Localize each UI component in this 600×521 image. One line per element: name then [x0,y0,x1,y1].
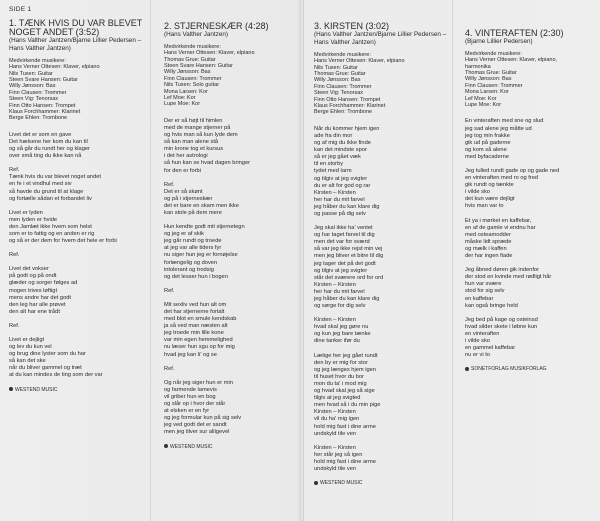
lyric-line: Lætige her jeg gået rundt [314,352,378,359]
musician-credit: Lef Moe: Kor [465,95,497,102]
musician-credit: Lef Moe: Kor [164,95,196,102]
lyric-line: hvad jeg kan li' og se [164,351,217,358]
song-column-4 [452,0,600,521]
lyric-line: kan det mindste spor [314,147,367,154]
verse [465,317,596,360]
lyric-line: jeg tager det på det godt [314,260,376,267]
publisher-name: WESTEND MUSIC [170,443,213,450]
verse [9,132,146,160]
publisher-credit [314,480,448,486]
lyric-line: kan stole på dem mere [164,209,222,216]
publisher-logo-icon [465,367,469,371]
lyric-line: en kaffebar [465,295,494,302]
lyric-line: vil du ha' mig igen [314,416,360,423]
publisher-name: SONETFORLAG MUSIKFORLAG [471,366,547,373]
verse [314,317,448,345]
lyric-line: forlængelig og doven [164,259,218,266]
lyric-line: den alt har ene trådt [9,308,60,315]
lyric-line: for den er forbi [164,167,201,174]
lyric-line: mens andre har det godt [9,294,71,301]
lyric-line: Og når jeg siger hun er min [164,379,233,386]
lyric-line: og af mig du ikke finde [314,140,371,147]
verse [314,353,448,438]
musician-credit: Finn Clausen: Trommer [465,82,523,89]
lyric-line: når du bliver gammel og træt [9,365,82,372]
lyrics [314,126,448,473]
lyric-line: med blot en smule kendskab [164,316,237,323]
lyric-line: gik ud på gaderne [465,139,511,146]
lyric-line: og lev du kun vel [9,344,52,351]
lyric-line: hold mig fast i dine arme [314,423,376,430]
lyric-line: Kirsten – Kirsten [314,317,356,324]
verse [9,167,146,202]
verse [9,210,146,245]
lyric-line: Ref. [9,252,20,259]
lyric-line: Det er så skønt [164,188,203,195]
lyric-line: mogen trives løftigt [9,287,58,294]
song-title: 4. VINTERAFTEN (2:30) [465,28,564,38]
musicians-heading: Medvirkende musikere: [9,58,66,64]
verse [314,445,448,473]
lyric-line: Jeg skal ikke ha' ventet [314,225,373,232]
lyric-line: men jeg tilver sur alligevel [164,429,230,436]
lyric-line: hvad skal jeg gøre nu [314,324,369,331]
musician-credit: Willy Jønsson: Bas [465,76,512,83]
lyric-line: en vinteraften med ro og fred [465,175,539,182]
song-title: 3. KIRSTEN (3:02) [314,21,390,31]
lyric-line: og mælk i kaffen [465,245,507,252]
musician-credit: Berge Ehlen: Trombone [9,115,68,122]
lyric-line: med osteamodder [465,231,511,238]
musician-credit: Willy Jønsson: Bas [314,77,361,84]
musician-credit: Mona Larsen: Kor [465,89,509,96]
lyric-line: og slår op i hvor der står [164,401,226,408]
lyric-line: min krone tog et kursus [164,146,224,153]
musician-credit: Nils Tuxen: Guitar [314,64,358,71]
musician-credit: Finn Clausen: Trommer [9,89,67,96]
verse [465,168,596,211]
musician-credit: Hans Verner Ottesen: Klaver, elpiano, [465,57,558,64]
lyric-line: den Jamlæt ikke hvem som helst [9,223,92,230]
lyric-line: ade fra din mor [314,132,353,139]
lyric-line: og brug dine lyster som du har [9,351,86,358]
lyric-line: hun var svære [465,281,502,288]
lyric-line: men det var for sværd [314,239,370,246]
lyric-line: og så går du rundt her og klager [9,146,90,153]
lyric-line: og har taget farvel til dig [314,232,375,239]
musician-credit: Klaus Forchhammer: Klarinet [9,109,81,116]
lyric-line: så havde du grund til at klage [9,188,84,195]
lyric-line: undskyld tile ven [314,430,357,437]
lyric-line: og hvad skal jeg så sige [314,388,375,395]
lyric-line: Kirsten – Kirsten [314,444,356,451]
lyric-line: en af de gamle vi endnu har [465,224,536,231]
lyric-line: og kun jeg bare tænke [314,331,371,338]
lyrics [164,118,296,437]
song-credit: (Hans Valther Jantzen/Bjarne Lillier Pedersen – Hans Valther Jantzen) [314,31,447,46]
lyric-line: gik rundt og tænkte [465,182,514,189]
lyric-line: det er bare en skam men ikke [164,202,239,209]
song-title: 2. STJERNESKÆR (4:28) [164,21,269,31]
lyric-line: nu læser hun sgu op for mig [164,344,235,351]
musician-credit: harmonika [465,63,491,70]
lyric-line: tydet med larm [314,168,352,175]
lyric-line: står det sværere ord for ord [314,274,384,281]
lyric-line: Tænk hvis du var blevet noget andet [9,174,102,181]
musician-credit: Nils Tuxen: Guitar [9,70,53,77]
musician-credit: Finn Clausen: Trommer [314,83,372,90]
verse [164,288,296,295]
lyric-line: Ref. [164,365,175,372]
lyric-line: Når du kommer hjem igen [314,125,380,132]
lyric-line: vil griber hun en bog [164,393,216,400]
lyric-line: og sørge for dig selv [314,303,366,310]
musician-credit: Thomas Grue: Guitar [314,71,366,78]
lyric-line: med byfacaderne [465,153,509,160]
musician-credit: Hans Verner Ottesen: Klaver, elpiano [164,50,255,57]
song-column-2 [150,0,300,521]
lyric-line: og jeg formular kun på sig selv [164,415,242,422]
lyric-line: at elsken er en fyr [164,408,210,415]
lyrics [465,118,596,359]
publisher-credit [465,366,596,372]
lyric-line: og fortælle sådan et forbandet liv [9,195,92,202]
lyric-line: hvis man var to [465,203,504,210]
lyric-line: her står jeg så igen [314,451,363,458]
lyric-line: på godt og på ondt [9,273,57,280]
lyrics [9,132,146,380]
lyric-line: til en storby [314,161,344,168]
lyric-line: du er alt for god og rar [314,182,371,189]
lyric-line: Et ya i mørket en kaffebar, [465,217,532,224]
song-credit: (Hans Valther Jantzen) [164,31,228,38]
musician-credit: Willy Jønsson: Bas [164,69,211,76]
lyric-line: så hun kan se hvad dagen bringer [164,160,251,167]
lyric-line: og hvis man så kun lyde dem [164,132,238,139]
verse [465,118,596,161]
verse [164,366,296,373]
lyric-line: i vilde sko [465,189,490,196]
lyric-line: intolerant og trodsig [164,266,214,273]
lyric-line: Mit sexliv ved hun alt om [164,301,227,308]
lyric-line: i det her astrologi [164,153,208,160]
musician-credit: Finn Clausen: Trommer [164,75,222,82]
lyric-line: at jeg var alle tiders fyr [164,245,222,252]
lyric-line: Der er så højt til himlen [164,117,223,124]
lyric-line: jeg sad alene jeg måtte ud [465,125,532,132]
musicians-heading: Medvirkende musikere: [465,51,522,57]
verse [9,323,146,330]
song-column-3 [303,0,452,521]
publisher-name: WESTEND MUSIC [15,386,58,393]
lyric-line: den leg har alle prøvet [9,301,66,308]
lyric-line: tilgiv at jeg svigted [314,395,361,402]
lyric-line: Kirsten – Kirsten [314,281,356,288]
lyric-line: Ref. [9,167,20,174]
lyric-line: Livet er dejligt [9,337,45,344]
publisher-logo-icon [314,481,318,485]
musician-credit: Hans Verner Ottesen: Klaver, elpiano [314,58,405,65]
musician-credit: Mona Larsen: Kor [164,88,208,95]
musicians-heading: Medvirkende musikere: [314,52,371,58]
verse [9,266,146,316]
musician-credit: Steen Svare Hansen: Guitar [9,77,78,84]
musician-credit: Steen Vig: Tenorsax [314,90,364,97]
musician-credit: Lupe Moe: Kor [164,101,201,108]
verse [164,380,296,437]
lyric-line: den by er mig for stor [314,359,368,366]
musician-credit: Nils Tuxen: Solo guitar [164,82,220,89]
lyric-line: måske lidt spræde [465,238,512,245]
musician-credit: Klaus Forchhammer: Klarinet [314,103,386,110]
musician-list [164,50,296,108]
lyric-line: var min egen hemmelighed [164,337,233,344]
verse [9,252,146,259]
lyric-line: og farmende lamevis [164,386,217,393]
lyric-line: og passe på dig selv [314,210,366,217]
lyric-line: ja så ved man næsten alt [164,323,228,330]
musician-credit: Thomas Grue: Guitar [465,70,517,77]
song-column-1 [0,0,150,521]
verse [465,218,596,261]
lyric-line: det har stjernerne fortalt [164,309,225,316]
musician-credit: Lupe Moe: Kor [465,102,502,109]
lyric-line: der stod en kvinde med rødligt hår [465,274,552,281]
lyric-line: undskyld tile ven [314,465,357,472]
lyric-line: Det hælsene her kom du kan til [9,138,88,145]
musician-credit: Finn Otto Hansen: Trompet [314,96,381,103]
lyric-line: hold mig fast i dine arme [314,458,376,465]
song-title: 1. TÆNK HVIS DU VAR BLEVET NOGET ANDET (3:52) [9,18,143,37]
lyric-line: men hvad så i du min pige [314,402,381,409]
musician-credit: Steen Svare Hansen: Guitar [164,63,233,70]
lyric-line: så er jeg gået væk [314,154,361,161]
musician-credit: Willy Jønsson: Bas [9,83,56,90]
lyric-line: Livet det er som en gave [9,131,72,138]
lyric-line: og jeg længes hjem igen [314,366,376,373]
lyric-line: glæder og sorger følges ad [9,280,78,287]
lyric-line: det kun være dejligt [465,196,515,203]
publisher-logo-icon [164,444,168,448]
lyric-line: stod for sig selv [465,288,505,295]
verse [465,267,596,310]
song-credit: (Hans Valther Jantzen/Bjarne Lillier Pedersen – Hans Valther Jantzen) [9,37,142,52]
lyric-line: til huset hvor du bor [314,373,364,380]
lyric-line: kan også bringe held [465,302,518,309]
lyric-line: nu er vi to [465,352,490,359]
lyric-line: Jeg bed på kage og osteinsd [465,316,538,323]
lyric-line: jeg ved godt det er sandt [164,422,227,429]
lyric-line: så kan man alene stå [164,139,219,146]
verse [164,182,296,217]
lyric-line: i vilde sko [465,337,490,344]
lyric-line: mon du ta' i mod mig [314,380,367,387]
lyric-line: og så er der dem for hvem det hele er forbi [9,238,117,245]
lyric-line: og jeg er af skik [164,231,204,238]
lyric-line: som er to fattig og en anden er rig [9,230,95,237]
publisher-logo-icon [9,387,13,391]
lyric-line: og tilgiv at jeg svigter [314,175,368,182]
lyric-line: her har du mit farvel [314,288,365,295]
musicians-heading: Medvirkende musikere: [164,44,221,50]
lyric-line: med de mange stjerner på [164,124,231,131]
lyric-line: Kirsten – Kirsten [314,189,356,196]
lyric-line: jeg går rundt og troede [164,238,222,245]
lyric-line: at du kan mindes de ting som der var [9,372,103,379]
lyric-line: så kan det ske [9,358,46,365]
publisher-credit [9,387,146,393]
lyric-line: jeg håber du kan klare dig [314,203,380,210]
lyric-line: og kom så alene [465,146,507,153]
musician-list [465,57,596,108]
song-credit: (Bjarne Lillier Pedersen) [465,38,533,45]
lyric-line: nu siger hun jeg er fornøjelse [164,252,238,259]
musician-credit: Steen Vig: Tenorsax [9,96,59,103]
publisher-name: WESTEND MUSIC [320,480,363,487]
lyric-line: En vinteraften med sne og slud [465,118,544,125]
lyric-line: men lyden er hvide [9,216,58,223]
lyric-line: en fe i et vindhul med siv [9,181,72,188]
lyric-line: jeg håber du kan klare dig [314,296,380,303]
musician-list [314,58,448,116]
musician-credit: Finn Otto Hansen: Trompet [9,102,76,109]
verse [164,224,296,281]
publisher-credit [164,444,296,450]
lyric-line: Jeg tulled rundt gade op og gade ned [465,168,560,175]
lyric-line: Livet er lyden [9,209,43,216]
verse [314,126,448,218]
lyric-line: her har du mit farvel [314,196,365,203]
lyric-line: der har ingen fiade [465,253,513,260]
lyric-line: dine tanker ifør du [314,338,360,345]
lyric-line: en gammel kaffebar [465,345,516,352]
verse [314,225,448,310]
lyric-line: Ref. [164,287,175,294]
lyric-line: over små ting du ikke kan nå [9,153,82,160]
musician-credit: Thomas Grue: Guitar [164,56,216,63]
lyric-line: Hun kendte godt mit stjernetegn [164,224,245,231]
lyric-line: Kirsten – Kirsten [314,409,356,416]
lyric-line: Ref. [164,181,175,188]
lyric-line: jeg tog min frakke [465,132,510,139]
lyric-line: og på i stjerneskær [164,195,213,202]
musician-credit: Hans Verner Ottesen: Klaver, elpiano [9,64,100,71]
lyric-line: Jeg åbned døren gik indenfor [465,267,539,274]
lyric-line: og tilgiv at jeg svigter [314,267,368,274]
lyric-line: så var jeg ikke rejst min vej [314,246,383,253]
lyric-line: en vinteraften [465,330,500,337]
lyric-line: hvad silder skete i løbne kun [465,323,538,330]
side-label: SIDE 1 [9,6,32,13]
lyric-line: Livet det vokser [9,266,49,273]
verse [164,302,296,359]
musician-list [9,64,146,122]
lyric-line: Ref. [9,322,20,329]
lyric-line: jeg troede min lille kone [164,330,224,337]
musician-credit: Berge Ehlen: Trombone [314,109,373,116]
verse [164,118,296,175]
lyric-line: men jeg bliver et bitre til dig [314,253,384,260]
verse [9,337,146,380]
lyric-line: og det lesser hun i bogen [164,273,228,280]
